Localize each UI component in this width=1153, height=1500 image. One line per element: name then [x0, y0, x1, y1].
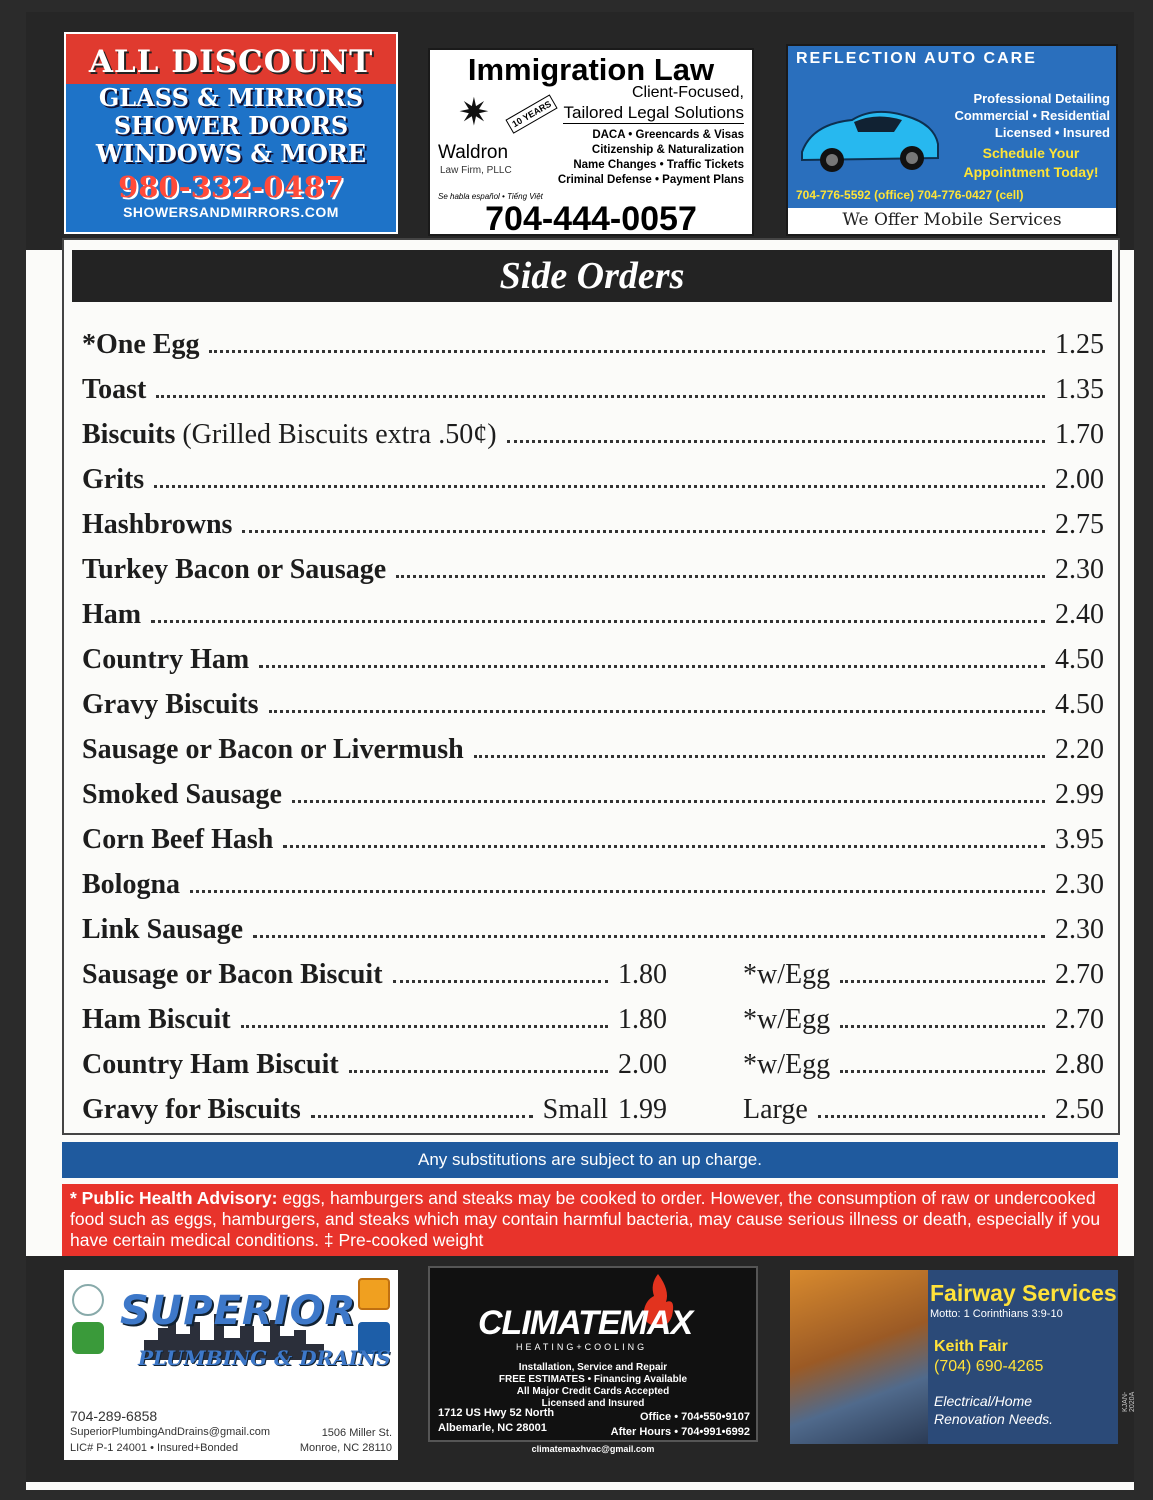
climatemax-after-hours: After Hours • 704•991•6992 [610, 1426, 750, 1438]
climatemax-ad [428, 1266, 758, 1442]
immigration-law-ad [428, 48, 754, 236]
climatemax-info-line: All Major Credit Cards Accepted [516, 1386, 670, 1397]
item-right [667, 1094, 1104, 1126]
leader-dots [154, 485, 1045, 488]
menu-item [82, 811, 1104, 856]
item-name: Link Sausage [82, 914, 247, 946]
menu-item-split [82, 991, 1104, 1036]
climatemax-address [438, 1406, 554, 1436]
item-price: 2.00 [614, 1049, 667, 1081]
law-ad-service: Criminal Defense • Payment Plans [557, 174, 744, 186]
law-ad-firm-sub: Law Firm, PLLC [440, 165, 512, 176]
health-advisory [62, 1184, 1118, 1256]
item-alt-name: *w/Egg [743, 1049, 834, 1081]
item-right [667, 959, 1104, 991]
law-ad-firm: Waldron [438, 142, 509, 163]
leader-dots [818, 1115, 1045, 1118]
top-rated-badge-icon [358, 1278, 390, 1310]
item-left [82, 1004, 667, 1036]
menu-title: Side Orders [499, 255, 685, 297]
fairway-tagline-line: Electrical/Home [934, 1393, 1033, 1409]
item-price: 2.30 [1051, 914, 1104, 946]
item-price: 2.30 [1051, 869, 1104, 901]
leader-dots [283, 845, 1045, 848]
item-left [82, 1094, 667, 1126]
plumbing-brand: SUPERIOR [120, 1288, 357, 1334]
auto-ad-service: Commercial • Residential [954, 108, 1110, 123]
item-name: Country Ham Biscuit [82, 1049, 343, 1081]
menu-item [82, 496, 1104, 541]
menu-item [82, 586, 1104, 631]
climatemax-address-line: 1712 US Hwy 52 North [438, 1407, 555, 1419]
glass-ad-headline: ALL DISCOUNT [66, 34, 396, 84]
menu-items [82, 316, 1104, 1126]
menu-item-split [82, 1036, 1104, 1081]
item-name: Country Ham [82, 644, 253, 676]
menu-item [82, 856, 1104, 901]
item-name: Ham Biscuit [82, 1004, 235, 1036]
leader-dots [349, 1070, 608, 1073]
climatemax-info-line: FREE ESTIMATES • Financing Available [498, 1374, 688, 1385]
item-name: Sausage or Bacon Biscuit [82, 959, 387, 991]
item-price: 1.80 [614, 1004, 667, 1036]
auto-ad-service: Licensed • Insured [994, 125, 1110, 140]
law-ad-tagline: Tailored Legal Solutions [563, 103, 744, 122]
menu-item [82, 316, 1104, 361]
fairway-services-ad [790, 1270, 1118, 1444]
fairway-tagline [934, 1392, 1053, 1428]
leader-dots [840, 980, 1045, 983]
star-icon: ✷ [458, 92, 490, 134]
item-price: 1.70 [1051, 419, 1104, 451]
substitutions-banner: Any substitutions are subject to an up charge. [62, 1142, 1118, 1178]
climatemax-info [430, 1362, 756, 1410]
climatemax-website: climatemaxhvac@gmail.com [531, 1444, 655, 1454]
renovation-photo [790, 1270, 928, 1444]
leader-dots [259, 665, 1045, 668]
item-alt-name: *w/Egg [743, 1004, 834, 1036]
item-price: 2.20 [1051, 734, 1104, 766]
item-left [82, 959, 667, 991]
auto-ad-title: REFLECTION AUTO CARE [796, 50, 1037, 67]
menu-item [82, 406, 1104, 451]
climatemax-sub: HEATING+COOLING [516, 1342, 648, 1352]
auto-ad-service: Professional Detailing [973, 91, 1110, 106]
leader-dots [292, 800, 1045, 803]
glass-ad-website: SHOWERSANDMIRRORS.COM [123, 204, 339, 220]
law-ad-services [524, 128, 744, 188]
auto-ad-services [940, 90, 1110, 141]
size-small-label: Small [542, 1094, 608, 1125]
law-ad-phone: 704-444-0057 [485, 200, 697, 236]
item-alt-price: 2.80 [1051, 1049, 1104, 1081]
leader-dots [253, 935, 1045, 938]
auto-ad-cta: Schedule Your Appointment Today! [963, 145, 1099, 180]
glass-ad-line: WINDOWS & MORE [95, 139, 367, 168]
climatemax-office: Office • 704•550•9107 [639, 1411, 750, 1423]
item-name: Ham [82, 599, 145, 631]
item-price [539, 1094, 667, 1126]
menu-item [82, 901, 1104, 946]
item-price: 2.30 [1051, 554, 1104, 586]
leader-dots [474, 755, 1045, 758]
law-ad-service: Citizenship & Naturalization [591, 144, 744, 156]
menu-item [82, 361, 1104, 406]
glass-ad-line: GLASS & MIRRORS [98, 83, 364, 112]
item-name: Grits [82, 464, 148, 496]
law-ad-service: Name Changes • Traffic Tickets [573, 159, 744, 171]
menu-item [82, 541, 1104, 586]
glass-ad-line: SHOWER DOORS [113, 111, 349, 140]
item-name: Toast [82, 374, 150, 406]
size-large-price: 2.50 [1051, 1094, 1104, 1126]
leader-dots [156, 395, 1045, 398]
leader-dots [840, 1070, 1045, 1073]
menu-item [82, 766, 1104, 811]
leader-dots [269, 710, 1045, 713]
menu-item [82, 451, 1104, 496]
auto-ad-phones: 704-776-5592 (office) 704-776-0427 (cell) [796, 188, 1024, 202]
item-name: Smoked Sausage [82, 779, 286, 811]
climatemax-address-line: Albemarle, NC 28001 [438, 1422, 547, 1434]
fairway-motto: Motto: 1 Corinthians 3:9-10 [930, 1308, 1063, 1320]
plumbing-phone: 704-289-6858 [70, 1408, 158, 1424]
car-icon [794, 86, 944, 182]
item-name: Hashbrowns [82, 509, 236, 541]
auto-ad-mobile: We Offer Mobile Services [842, 210, 1062, 230]
glass-ad-phone: 980-332-0487 [118, 170, 344, 204]
size-small-price: 1.99 [618, 1094, 667, 1125]
side-orders-menu [62, 238, 1120, 1135]
advisory-text: eggs, hamburgers and steaks may be cooked to order. However, the consumption of raw or undercooked food such as eggs, hamburgers, and steaks which may contain harmful bacteria, may cause serious illness or death, especially if you have certain medical conditions. ‡ Pre-cooked weight [70, 1188, 1101, 1250]
law-ad-tagline: Client-Focused, [631, 84, 744, 101]
climatemax-logo: CLIMATEMAX [478, 1304, 693, 1342]
law-ad-service: DACA • Greencards & Visas [592, 129, 744, 141]
menu-item-split [82, 946, 1104, 991]
plumbing-address-line: 1506 Miller St. [321, 1427, 392, 1439]
law-ad-languages: Se habla español • Tiếng Việt [438, 192, 543, 201]
menu-item [82, 631, 1104, 676]
item-name: Bologna [82, 869, 184, 901]
item-price: 2.00 [1051, 464, 1104, 496]
leader-dots [151, 620, 1045, 623]
plumbing-address-line: Monroe, NC 28110 [299, 1442, 392, 1454]
fairway-contact-name: Keith Fair [934, 1338, 1008, 1355]
leader-dots [507, 440, 1045, 443]
menu-item [82, 721, 1104, 766]
leader-dots [190, 890, 1045, 893]
advisory-label: * Public Health Advisory: [70, 1188, 278, 1208]
plumbing-license: LIC# P-1 24001 • Insured+Bonded [70, 1442, 239, 1454]
leader-dots [840, 1025, 1045, 1028]
item-name-text: Biscuits [82, 419, 176, 450]
climatemax-phones [611, 1410, 750, 1440]
item-price: 1.80 [614, 959, 667, 991]
item-price: 2.40 [1051, 599, 1104, 631]
item-price: 3.95 [1051, 824, 1104, 856]
award-badge-icon [72, 1284, 104, 1316]
item-name: Gravy Biscuits [82, 689, 263, 721]
auto-care-ad [786, 44, 1118, 236]
angies-list-icon [72, 1322, 104, 1354]
climatemax-info-line: Licensed and Insured [541, 1398, 645, 1409]
item-price: 2.75 [1051, 509, 1104, 541]
menu-item-gravy [82, 1081, 1104, 1126]
item-left [82, 1049, 667, 1081]
item-name: Turkey Bacon or Sausage [82, 554, 390, 586]
menu-header [72, 250, 1112, 302]
item-price: 1.25 [1051, 329, 1104, 361]
law-ad-title: Immigration Law [467, 52, 715, 87]
law-ad-years-badge: 10 YEARS [505, 94, 557, 134]
auto-ad-panel [788, 46, 1116, 208]
fairway-phone: (704) 690-4265 [934, 1358, 1044, 1375]
item-note: (Grilled Biscuits extra .50¢) [175, 419, 497, 450]
plumbing-ad [64, 1270, 398, 1460]
print-code: KJAN-2020A [1122, 1391, 1136, 1412]
fairway-tagline-line: Renovation Needs. [934, 1411, 1054, 1427]
item-price: 4.50 [1051, 689, 1104, 721]
leader-dots [393, 980, 608, 983]
plumbing-address [300, 1426, 392, 1456]
item-alt-name: *w/Egg [743, 959, 834, 991]
item-right [667, 1049, 1104, 1081]
item-name [82, 419, 501, 451]
item-price: 2.99 [1051, 779, 1104, 811]
item-name: Corn Beef Hash [82, 824, 277, 856]
climatemax-info-line: Installation, Service and Repair [518, 1362, 668, 1373]
plumbing-brand-sub: PLUMBING & DRAINS [138, 1346, 391, 1370]
leader-dots [209, 350, 1045, 353]
plumbing-email: SuperiorPlumbingAndDrains@gmail.com [70, 1426, 271, 1438]
item-name: *One Egg [82, 329, 203, 361]
item-name: Sausage or Bacon or Livermush [82, 734, 468, 766]
item-name: Gravy for Biscuits [82, 1094, 305, 1126]
leader-dots [242, 530, 1045, 533]
item-price: 1.35 [1051, 374, 1104, 406]
item-alt-price: 2.70 [1051, 1004, 1104, 1036]
item-price: 4.50 [1051, 644, 1104, 676]
leader-dots [311, 1115, 533, 1118]
item-alt-price: 2.70 [1051, 959, 1104, 991]
size-large-label: Large [743, 1094, 812, 1126]
menu-item [82, 676, 1104, 721]
leader-dots [396, 575, 1045, 578]
item-right [667, 1004, 1104, 1036]
glass-mirrors-ad [64, 32, 398, 234]
fairway-title: Fairway Services [930, 1280, 1117, 1306]
leader-dots [241, 1025, 608, 1028]
